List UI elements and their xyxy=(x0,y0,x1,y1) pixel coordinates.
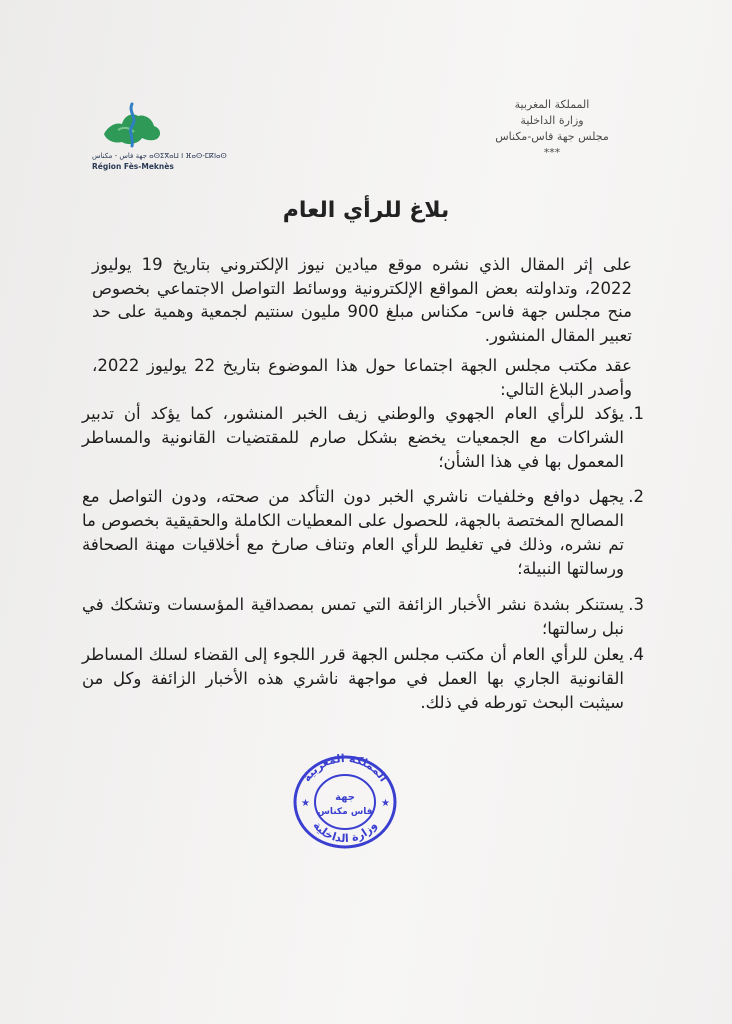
ministry-line: وزارة الداخلية xyxy=(520,114,584,127)
list-item-text: يعلن للرأي العام أن مكتب مجلس الجهة قرر اللجوء إلى القضاء لسلك المساطر القانونية الجاري بها العمل في مواجهة ناشري هذه الأخبار الزائفة وكل من سيثبت البحث تورطه في ذلك. xyxy=(82,645,624,712)
statement-list xyxy=(82,402,642,723)
list-item xyxy=(82,485,642,593)
list-item xyxy=(82,593,642,643)
region-emblem-icon xyxy=(98,100,166,152)
svg-text:المملكة المغربية xyxy=(300,752,390,784)
region-logo xyxy=(92,100,227,178)
stamp-center-line1: جهة xyxy=(335,792,355,803)
list-item xyxy=(82,643,642,723)
stamp-ring-top: المملكة المغربية xyxy=(300,752,391,785)
kingdom-line: المملكة المغربية xyxy=(514,98,590,111)
stamp-center-line2: فاس مكناس xyxy=(317,807,373,817)
meeting-paragraph: عقد مكتب مجلس الجهة اجتماعا حول هذا الموضوع بتاريخ 22 يوليوز 2022، وأصدر البلاغ التالي: xyxy=(92,356,632,399)
stamp-seal-icon xyxy=(290,752,400,850)
letterhead-right xyxy=(482,97,622,161)
star-icon: ★ xyxy=(381,798,390,809)
official-stamp xyxy=(290,752,400,850)
list-item-text: يجهل دوافع وخلفيات ناشري الخبر دون التأكد من صحته، ودون التواصل مع المصالح المختصة بالجهة، للحصول على المعطيات الكاملة والحقيقية بخصوص ما تم نشره، وذلك في تغليط للرأي العام وتناف صارخ مع أخلاقيات مهنة الصحافة ورسالتها النبيلة؛ xyxy=(82,487,624,578)
stars-line: *** xyxy=(543,146,561,159)
document-title: بلاغ للرأي العام xyxy=(282,198,450,223)
intro-paragraph: على إثر المقال الذي نشره موقع ميادين نيوز الإلكتروني بتاريخ 19 يوليوز 2022، وتداولته بعض المواقع الإلكترونية ووسائط التواصل الاجتماعي بخصوص منح مجلس جهة فاس- مكناس مبلغ 900 مليون سنتيم لجمعية وهمية على حد تعبير المقال المنشور. xyxy=(92,255,632,345)
list-item-number: 1. xyxy=(628,404,644,423)
list-item xyxy=(82,402,642,485)
list-item-text: يؤكد للرأي العام الجهوي والوطني زيف الخبر المنشور، كما يؤكد أن تدبير الشراكات مع الجمعيات يخضع بشكل صارم للمقتضيات القانونية والمساطر المعمول بها في هذا الشأن؛ xyxy=(82,404,624,471)
list-item-number: 3. xyxy=(628,595,644,614)
logo-arabic-tifinagh: جهة فاس - مكناس ⴰⵙⵉⴳⴰⵡ ⵏ ⴼⴰⵙ-ⵎⴽⵏⴰⵙ xyxy=(92,152,227,160)
council-line: مجلس جهة فاس-مكناس xyxy=(495,130,609,143)
list-item-text: يستنكر بشدة نشر الأخبار الزائفة التي تمس بمصداقية المؤسسات وتشكك في نبل رسالتها؛ xyxy=(82,595,624,638)
list-item-number: 4. xyxy=(628,645,644,664)
star-icon: ★ xyxy=(301,798,310,809)
list-item-number: 2. xyxy=(628,487,644,506)
logo-caption: Région Fès-Meknès xyxy=(92,162,174,171)
stamp-ring-bottom: وزارة الداخلية xyxy=(310,819,380,846)
